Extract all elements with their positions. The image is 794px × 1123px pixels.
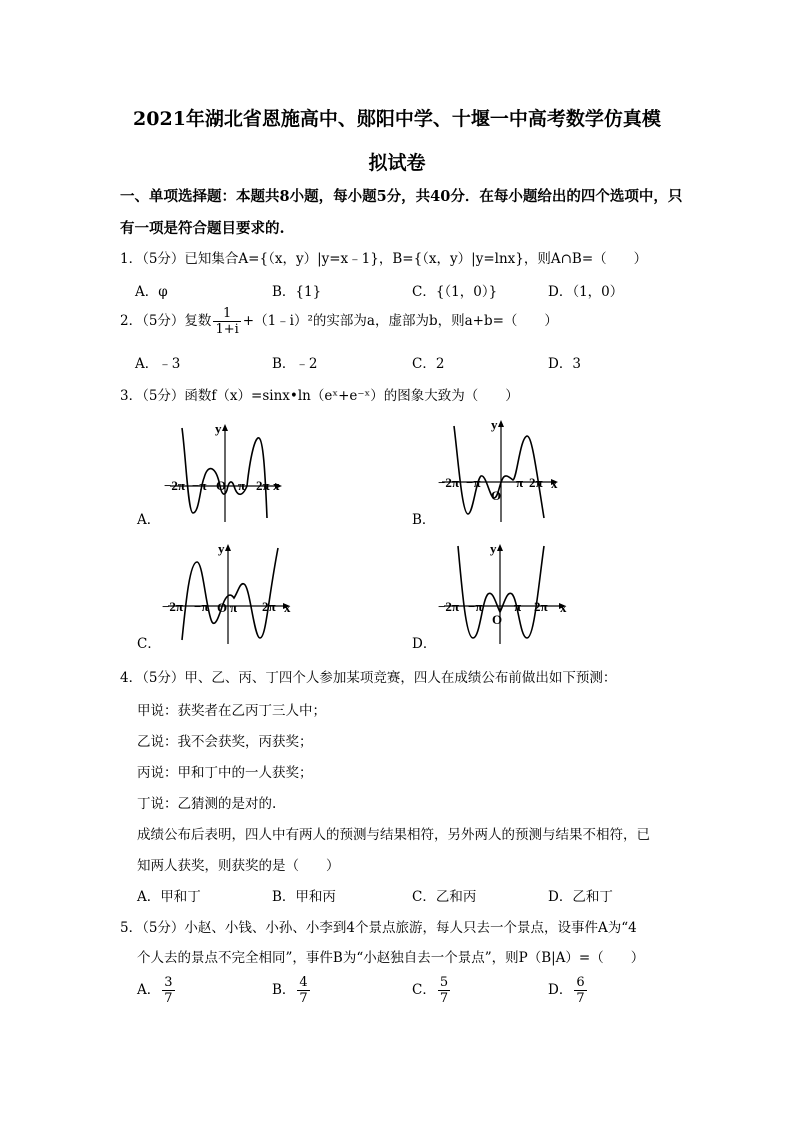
graph-d-neg2pi: −2π: [438, 599, 460, 614]
q5-option-b-denominator: 7: [299, 991, 308, 1006]
q4-option-a: A．甲和丁: [137, 889, 201, 905]
graph-option-c: [160, 540, 300, 648]
q3-option-d: D．: [412, 636, 437, 652]
graph-c-2pi: 2π: [262, 599, 276, 614]
q5-option-a: [137, 975, 177, 1006]
graph-c-origin: O: [217, 600, 228, 615]
q5-option-c: [412, 975, 452, 1006]
q4-statement-yi: 乙说：我不会获奖，丙获奖；: [137, 734, 313, 750]
graph-b-origin: O: [491, 488, 502, 503]
graph-option-b: [436, 418, 566, 526]
graph-d-negpi: −π: [468, 599, 483, 614]
q1-option-a: A．φ: [135, 284, 168, 300]
question-5-stem-line2: 个人去的景点不完全相同”，事件B为“小赵独自去一个景点”，则P（B|A）=（ ）: [137, 950, 645, 966]
q5-option-c-numerator: 5: [439, 975, 449, 990]
question-2-stem: [120, 306, 558, 337]
graph-b-y-label: y: [491, 418, 498, 432]
q1-option-c: C．{（1，0）}: [412, 284, 498, 300]
q5-option-c-label: C．: [412, 982, 436, 998]
q2-option-d: D．3: [548, 356, 581, 372]
q5-option-b-numerator: 4: [299, 975, 308, 990]
graph-b-x-label: x: [551, 476, 558, 491]
graph-d-origin: O: [492, 612, 503, 627]
graph-b-neg2pi: −2π: [438, 475, 460, 490]
graph-a-2pi: 2π: [256, 478, 270, 493]
graph-a-negpi: −π: [192, 478, 207, 493]
q5-option-d-denominator: 7: [576, 991, 585, 1006]
graph-a-pi: π: [238, 478, 246, 493]
graph-c-neg2pi: −2π: [162, 599, 184, 614]
q5-option-a-fraction: [162, 975, 174, 1006]
q4-statement-ding: 丁说：乙猜测的是对的.: [137, 796, 277, 812]
q5-option-a-denominator: 7: [164, 991, 173, 1006]
graph-d-y-label: y: [490, 541, 497, 556]
q5-option-d-fraction: [574, 975, 586, 1006]
question-4-stem: 4．（5分）甲、乙、丙、丁四个人参加某项竞赛，四人在成绩公布前做出如下预测：: [120, 670, 617, 686]
q5-option-d-label: D．: [548, 982, 573, 998]
q2-prefix: 2．（5分）复数: [120, 313, 212, 329]
q3-option-b: B．: [412, 512, 436, 528]
q4-option-b: B．甲和丙: [272, 889, 336, 905]
graph-c-y-label: y: [218, 541, 225, 556]
q4-paragraph-line1: 成绩公布后表明，四人中有两人的预测与结果相符，另外两人的预测与结果不相符，已: [137, 827, 650, 843]
q5-option-c-denominator: 7: [439, 991, 449, 1006]
q5-option-b: [272, 975, 312, 1006]
question-5-stem-line1: 5．（5分）小赵、小钱、小孙、小李到4个景点旅游，每人只去一个景点，设事件A为“4: [120, 920, 637, 936]
graph-c-pi: π: [230, 600, 238, 615]
q4-statement-jia: 甲说：获奖者在乙丙丁三人中；: [137, 703, 326, 719]
graph-b-negpi: −π: [466, 475, 481, 490]
graph-c-x-label: x: [284, 600, 291, 615]
q5-option-c-fraction: [438, 975, 450, 1006]
q4-statement-bing: 丙说：甲和丁中的一人获奖；: [137, 765, 313, 781]
graph-d-2pi: 2π: [534, 599, 548, 614]
q5-option-a-numerator: 3: [164, 975, 173, 990]
q1-option-d: D．（1，0）: [548, 284, 624, 300]
q1-option-b: B．{1}: [272, 284, 322, 300]
graph-d-x-label: x: [560, 600, 567, 615]
q4-option-d: D．乙和丁: [548, 889, 613, 905]
q2-option-c: C．2: [412, 356, 445, 372]
graph-a-x-label: x: [273, 478, 280, 493]
section-heading-line2: 有一项是符合题目要求的.: [120, 220, 285, 237]
q2-option-b: B．﹣2: [272, 356, 318, 372]
q5-option-d-numerator: 6: [576, 975, 585, 990]
question-1-stem: 1．（5分）已知集合A={（x，y）|y=x﹣1}，B={（x，y）|y=lnx}，则A∩B=（ ）: [120, 251, 648, 267]
graph-d-pi: π: [514, 599, 522, 614]
document-title-line2: 拟试卷: [368, 152, 426, 174]
q2-fraction-denominator: 1+i: [215, 322, 239, 337]
graph-c-negpi: −π: [194, 599, 209, 614]
q5-option-d: [548, 975, 589, 1006]
graph-b-2pi: 2π: [529, 475, 543, 490]
graph-option-a: [160, 418, 290, 526]
q4-option-c: C．乙和丙: [412, 889, 477, 905]
document-title-line1: 2021年湖北省恩施高中、郧阳中学、十堰一中高考数学仿真模: [133, 108, 661, 130]
q5-option-b-fraction: [297, 975, 309, 1006]
q4-paragraph-line2: 知两人获奖，则获奖的是（ ）: [137, 858, 340, 874]
q2-suffix: +（1﹣i）²的实部为a，虚部为b，则a+b=（ ）: [242, 313, 558, 329]
graph-b-pi: π: [516, 475, 524, 490]
graph-a-y-label: y: [215, 421, 222, 436]
graph-a-neg2pi: −2π: [164, 478, 186, 493]
section-heading-line1: 一、单项选择题：本题共8小题，每小题5分，共40分．在每小题给出的四个选项中，只: [120, 188, 683, 205]
q3-option-c: C．: [137, 636, 161, 652]
graph-a-origin: O: [216, 478, 227, 493]
graph-option-d: [436, 540, 576, 648]
q3-option-a: A．: [137, 512, 161, 528]
q2-option-a: A．﹣3: [135, 356, 181, 372]
q5-option-a-label: A．: [137, 982, 161, 998]
q2-fraction: [213, 306, 240, 337]
q2-fraction-numerator: 1: [213, 306, 240, 322]
question-3-stem: 3．（5分）函数f（x）=sinx•ln（eˣ+e⁻ˣ）的图象大致为（ ）: [120, 388, 519, 404]
q5-option-b-label: B．: [272, 982, 296, 998]
